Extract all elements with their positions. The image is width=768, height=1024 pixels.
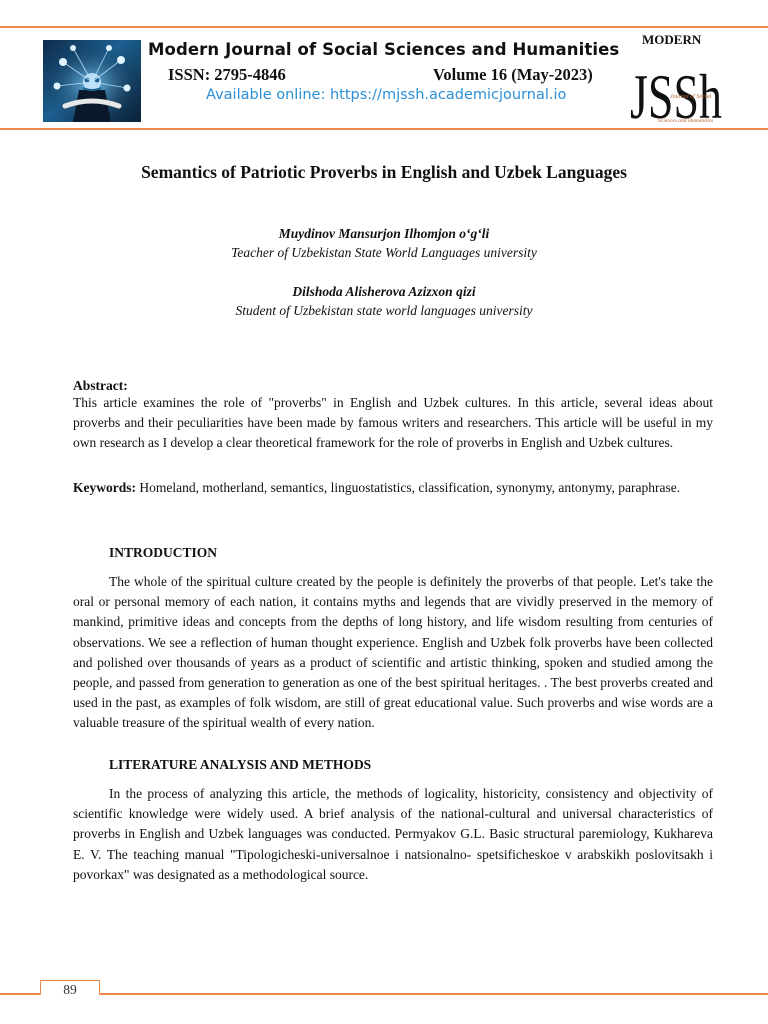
journal-volume: Volume 16 (May-2023) [433, 65, 593, 84]
section-body-introduction: The whole of the spiritual culture created by the people is definitely the proverbs of that people. Let's take the oral or personal memory of each nation, it contains myths and legends that are vividly preserved in the memory of mankind, primitive ideas and concepts from the depths of long history, and life wisdom resulting from centuries of observations. We see a reflection of human thought experience. English and Uzbek folk proverbs have been collected and polished over thousands of years as a product of scientific and artistic thinking, spoken and studied among the people, and passed from generation to generation as one of the best spiritual heritages. . The best proverbs created and used in the past, as examples of folk wisdom, are still of great educational value. Such proverbs and wise words are a valuable treasure of the spiritual wealth of every nation. [73, 574, 713, 731]
section-heading-introduction: INTRODUCTION [109, 545, 218, 560]
author-2-name: Dilshoda Alisherova Azizxon qizi [292, 284, 476, 299]
journal-cover-image [43, 40, 141, 122]
page-number: 89 [63, 982, 77, 997]
abstract-heading: Abstract: [73, 378, 128, 393]
jssh-logo [628, 30, 728, 128]
section-body-literature: In the process of analyzing this article, the methods of logicality, historicity, consistency and objectivity of scientific knowledge were widely used. A brief analysis of the national-cultural and universal characteristics of proverbs in English and Uzbek languages was conducted. Permyakov G.L. Basic structural paremiology, Kukhareva E. V. The teaching manual "Tipologicheski-universalnoe i natsionalno- spetsificheskoe v arabskikh poslovitsakh i povorkax" was designated as a methodological source. [73, 786, 713, 882]
header-top-rule [0, 26, 768, 28]
logo-text-sub1: Journal of Social [670, 94, 712, 100]
logo-text-main: JSSh [630, 61, 722, 128]
abstract-text: This article examines the role of "proverbs" in English and Uzbek cultures. In this article, several ideas about proverbs and their peculiarities have been made by famous writers and researchers. This article will be useful in my own research as I develop a clear theoretical framework for the role of proverbs in English and Uzbek cultures. [73, 395, 713, 451]
available-online-link[interactable]: Available online: https://mjssh.academicjournal.io [206, 87, 567, 103]
author-1-name: Muydinov Mansurjon Ilhomjon o‘g‘li [278, 226, 490, 241]
header-bottom-rule [0, 128, 768, 130]
journal-name: Modern Journal of Social Sciences and Humanities [148, 40, 620, 59]
author-2-affiliation: Student of Uzbekistan state world languages university [235, 303, 533, 318]
logo-text-top: MODERN [642, 32, 702, 47]
logo-text-sub2: Sciences and Humanities [658, 118, 714, 124]
footer-rule [0, 993, 768, 995]
keywords-label: Keywords: [73, 480, 136, 495]
keywords-paragraph [73, 478, 713, 498]
keywords-text: Homeland, motherland, semantics, linguostatistics, classification, synonymy, antonymy, paraphrase. [139, 480, 681, 495]
journal-issn: ISSN: 2795-4846 [168, 65, 286, 84]
section-heading-literature: LITERATURE ANALYSIS AND METHODS [109, 757, 372, 772]
network-people-icon [43, 40, 141, 122]
author-1-affiliation: Teacher of Uzbekistan State World Languages university [231, 245, 537, 260]
article-title: Semantics of Patriotic Proverbs in English and Uzbek Languages [141, 162, 627, 182]
